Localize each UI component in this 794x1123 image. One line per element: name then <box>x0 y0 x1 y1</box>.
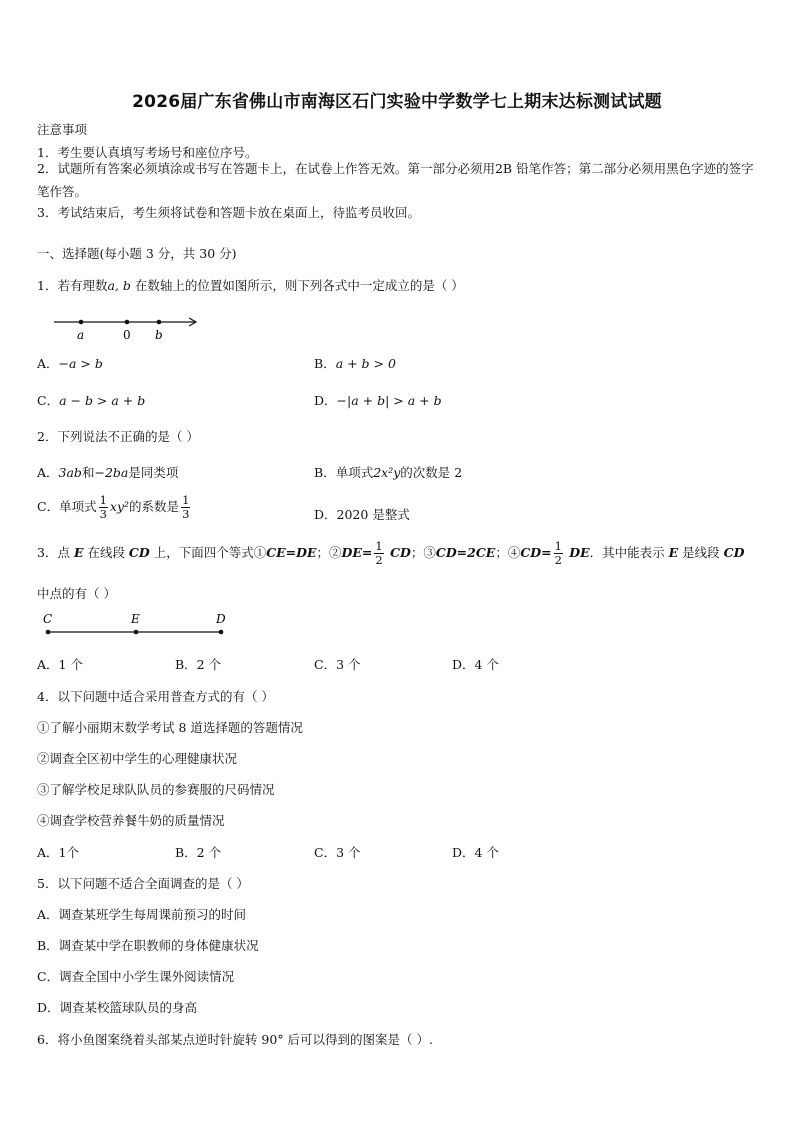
axis-label-zero: 0 <box>123 328 131 342</box>
fraction-denominator: 3 <box>182 507 190 521</box>
page-title: 2026届广东省佛山市南海区石门实验中学数学七上期末达标测试试题 <box>132 92 662 112</box>
fraction-denominator: 3 <box>99 507 107 521</box>
point-d-dot <box>219 630 224 635</box>
equation-3: CD=2CE <box>435 545 496 560</box>
option-math: −|a + b| > a + b <box>336 393 442 408</box>
list-item: ①了解小丽期末数学考试 8 道选择题的答题情况 <box>37 720 303 735</box>
question-6-stem: 6．将小鱼图案绕着头部某点逆时针旋转 90° 后可以得到的图案是（ ）. <box>37 1032 434 1047</box>
option-text: 是同类项 <box>128 465 179 480</box>
list-item: ②调查全区初中学生的心理健康状况 <box>37 751 238 766</box>
option-label: D． <box>314 393 337 408</box>
stem-text: ；③ <box>410 545 436 560</box>
option-b[interactable]: B．2 个 <box>175 845 222 860</box>
option-text: 单项式 <box>59 499 97 514</box>
number-line-figure <box>50 312 210 344</box>
equation-4-tail: DE <box>564 545 590 560</box>
equation-2: DE= <box>341 545 373 560</box>
segment-cd-ref: CD <box>128 545 150 560</box>
point-e-dot <box>134 630 139 635</box>
option-a[interactable]: A．1 个 <box>37 657 83 672</box>
equation-1: CE=DE <box>266 545 317 560</box>
fraction-numerator: 1 <box>99 493 107 507</box>
equation-2-tail: CD <box>385 545 411 560</box>
option-d[interactable]: D．调查某校篮球队员的身高 <box>37 1000 198 1015</box>
option-math: 3ab <box>58 465 82 480</box>
stem-text: 3．点 <box>37 545 74 560</box>
question-1-stem <box>37 276 464 294</box>
option-d[interactable] <box>314 391 442 409</box>
question-5-stem: 5．以下问题不适合全面调查的是（ ） <box>37 876 249 891</box>
option-c[interactable]: C．3 个 <box>314 845 361 860</box>
option-text: 的系数是 <box>129 499 180 514</box>
option-text: 和 <box>81 465 95 480</box>
point-c-dot <box>46 630 51 635</box>
option-label: A． <box>37 465 59 480</box>
fraction <box>374 540 383 567</box>
option-d[interactable]: D．4 个 <box>452 657 499 672</box>
stem-text: 在线段 <box>83 545 129 560</box>
fraction-numerator: 1 <box>375 539 383 553</box>
stem-text: ；④ <box>495 545 521 560</box>
option-math: a − b > a + b <box>59 393 146 408</box>
equation-4: CD= <box>520 545 552 560</box>
option-label: B． <box>314 356 336 371</box>
option-b[interactable]: B．2 个 <box>175 657 222 672</box>
option-math: −a > b <box>58 356 103 371</box>
option-math: a + b > 0 <box>335 356 396 371</box>
fraction-denominator: 2 <box>375 553 383 567</box>
option-c[interactable] <box>37 494 192 521</box>
option-b[interactable] <box>314 463 462 481</box>
notice-item: 3．考试结束后，考生须将试卷和答题卡放在桌面上，待监考员收回。 <box>37 205 420 220</box>
stem-text: 是线段 <box>678 545 724 560</box>
notice-item: 2．试题所有答案必须填涂或书写在答题卡上，在试卷上作答无效。第一部分必须用2B 铅笔作答；第二部分必须用黑色字迹的签字笔作答。 <box>37 161 754 199</box>
list-item: ④调查学校营养餐牛奶的质量情况 <box>37 813 225 828</box>
option-a[interactable]: A．调查某班学生每周课前预习的时间 <box>37 907 247 922</box>
label-d: D <box>216 612 226 626</box>
question-4-stem: 4．以下问题中适合采用普查方式的有（ ） <box>37 689 274 704</box>
question-1-vars: a, b <box>107 278 131 293</box>
option-c[interactable]: C．3 个 <box>314 657 361 672</box>
point-zero-dot <box>125 320 130 325</box>
stem-text: ．其中能表示 <box>589 545 669 560</box>
option-text: 单项式 <box>335 465 374 480</box>
question-1-stem-post: 在数轴上的位置如图所示，则下列各式中一定成立的是（ ） <box>130 278 464 293</box>
option-label: B． <box>314 465 336 480</box>
option-label: D． <box>314 507 337 522</box>
option-c[interactable]: C．调查全国中小学生课外阅读情况 <box>37 969 235 984</box>
segment-figure <box>38 610 238 640</box>
notice-heading: 注意事项 <box>37 122 88 137</box>
option-label: C． <box>37 393 60 408</box>
option-b[interactable]: B．调查某中学在职教师的身体健康状况 <box>37 938 259 953</box>
axis-label-b: b <box>155 328 163 342</box>
option-text: 的次数是 2 <box>400 465 463 480</box>
option-math: −2ba <box>94 465 129 480</box>
stem-text: 上，下面四个等式① <box>149 545 267 560</box>
fraction <box>181 494 190 521</box>
option-c[interactable] <box>37 391 145 409</box>
option-a[interactable] <box>37 354 103 372</box>
option-a[interactable]: A．1个 <box>37 845 79 860</box>
option-text: 2020 是整式 <box>336 507 410 522</box>
stem-text: ；② <box>316 545 342 560</box>
question-2-stem: 2．下列说法不正确的是（ ） <box>37 429 199 444</box>
fraction-numerator: 1 <box>554 539 562 553</box>
fraction-denominator: 2 <box>554 553 562 567</box>
axis-label-a: a <box>77 328 85 342</box>
point-e-ref: E <box>668 545 679 560</box>
fraction-numerator: 1 <box>182 493 190 507</box>
option-d[interactable]: D．4 个 <box>452 845 499 860</box>
label-c: C <box>43 612 53 626</box>
notice-item: 1．考生要认真填写考场号和座位序号。 <box>37 145 258 160</box>
option-label: C． <box>37 499 60 514</box>
point-b-dot <box>157 320 162 325</box>
question-1-stem-pre: 1．若有理数 <box>37 278 108 293</box>
option-a[interactable] <box>37 463 178 481</box>
option-math: 2x²y <box>373 465 401 480</box>
label-e: E <box>131 612 140 626</box>
fraction <box>554 540 563 567</box>
point-a-dot <box>79 320 84 325</box>
list-item: ③了解学校足球队队员的参赛服的尺码情况 <box>37 782 275 797</box>
option-math: xy² <box>109 499 130 514</box>
option-d[interactable] <box>314 505 410 523</box>
point-e-ref: E <box>73 545 84 560</box>
section-heading: 一、选择题(每小题 3 分，共 30 分) <box>37 246 237 261</box>
question-3-stem-line2: 中点的有（ ） <box>37 586 116 601</box>
option-label: A． <box>37 356 59 371</box>
segment-cd-ref: CD <box>723 545 745 560</box>
fraction <box>99 494 108 521</box>
option-b[interactable] <box>314 354 396 372</box>
question-3-stem <box>37 540 744 567</box>
